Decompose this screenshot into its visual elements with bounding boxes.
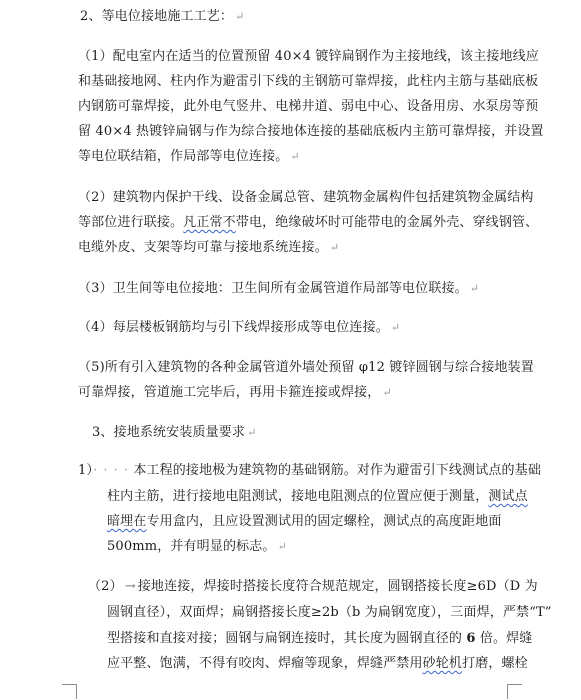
- list-number: （2）: [88, 579, 123, 594]
- paragraph-line: 等电位联结箱，作局部等电位连接。 ↵: [78, 149, 300, 164]
- paragraph-mark: ↵: [247, 426, 257, 439]
- list-number: 1）: [78, 463, 94, 478]
- paragraph-line: （2）建筑物内保护干线、设备金属总管、建筑物金属构件包括建筑物金属结构: [78, 190, 534, 205]
- grammar-flag: 凡正常不: [183, 215, 236, 230]
- list-item-line: 圆钢直径），双面焊；扁钢搭接长度≥2b（b 为扁钢宽度），三面焊，严禁“T”: [107, 605, 552, 620]
- tab-arrow-icon: →: [124, 579, 136, 594]
- paragraph-line: 和基础接地网、柱内作为避雷引下线的主钢筋可靠焊接，此柱内主筋与基础底板: [78, 74, 539, 89]
- section-heading: 2、等电位接地施工工艺： ↵: [80, 9, 245, 24]
- paragraph-mark: ↵: [277, 540, 287, 553]
- tab-dots: · · · ·: [93, 463, 130, 478]
- list-item-line: 暗埋在专用盒内，且应设置测试用的固定螺栓，测试点的高度距地面: [107, 514, 502, 529]
- paragraph-mark: ↵: [235, 10, 245, 23]
- paragraph-mark: ↵: [469, 282, 480, 295]
- paragraph-mark: ↵: [390, 321, 401, 334]
- page-corner-mark: [507, 684, 522, 699]
- paragraph-line: （3）卫生间等电位接地：卫生间所有金属管道作局部等电位联接。 ↵: [78, 281, 480, 296]
- list-item-line: 柱内主筋，进行接地电阻测试，接地电阻测点的位置应便于测量，测试点: [107, 489, 528, 504]
- paragraph-line: 等部位进行联接。凡正常不带电，绝缘破坏时可能带电的金属外壳、穿线钢管、: [78, 215, 539, 230]
- list-item-line: 型搭接和直接对接；圆钢与扁钢连接时，其长度为圆钢直径的 6 倍。焊缝: [107, 631, 533, 646]
- grammar-flag: 暗埋在: [107, 514, 147, 529]
- list-item-line: 500mm，并有明显的标志。 ↵: [107, 539, 287, 554]
- paragraph-mark: ↵: [329, 241, 340, 254]
- grammar-flag: 测试点: [488, 489, 528, 504]
- paragraph-line: 内钢筋可靠焊接，此外电气竖井、电梯井道、弱电中心、设备用房、水泵房等预: [78, 99, 539, 114]
- paragraph-line: 电缆外皮、支架等均可靠与接地系统连接。 ↵: [78, 240, 340, 255]
- list-item-line: 应平整、饱满，不得有咬肉、焊瘤等现象，焊缝严禁用砂轮机打磨，螺栓: [107, 656, 528, 671]
- paragraph-line: （1）配电室内在适当的位置预留 40×4 镀锌扁钢作为主接地线，该主接地线应: [78, 49, 539, 64]
- paragraph-mark: ↵: [290, 150, 300, 163]
- paragraph-line: 留 40×4 热镀锌扁钢与作为综合接地体连接的基础底板内主筋可靠焊接，并设置: [78, 124, 544, 139]
- section-heading: 3、接地系统安装质量要求 ↵: [92, 425, 257, 440]
- list-item-line: 1）· · · · 本工程的接地极为建筑物的基础钢筋。对作为避雷引下线测试点的基础: [78, 463, 541, 478]
- paragraph-line: （5)所有引入建筑物的各种金属管道外墙处预留 φ12 镀锌圆钢与综合接地装置: [78, 360, 534, 375]
- paragraph-mark: ↵: [382, 386, 392, 399]
- paragraph-line: （4）每层楼板钢筋均与引下线焊接形成等电位连接。 ↵: [78, 320, 401, 335]
- page-corner-mark: [62, 684, 77, 699]
- paragraph-line: 可靠焊接，管道施工完毕后，再用卡箍连接或焊接， ↵: [78, 385, 392, 400]
- list-item-line: （2） → 接地连接，焊接时搭接长度符合规范规定，圆钢搭接长度≥6D（D 为: [88, 579, 538, 594]
- grammar-flag: 砂轮机: [422, 656, 463, 671]
